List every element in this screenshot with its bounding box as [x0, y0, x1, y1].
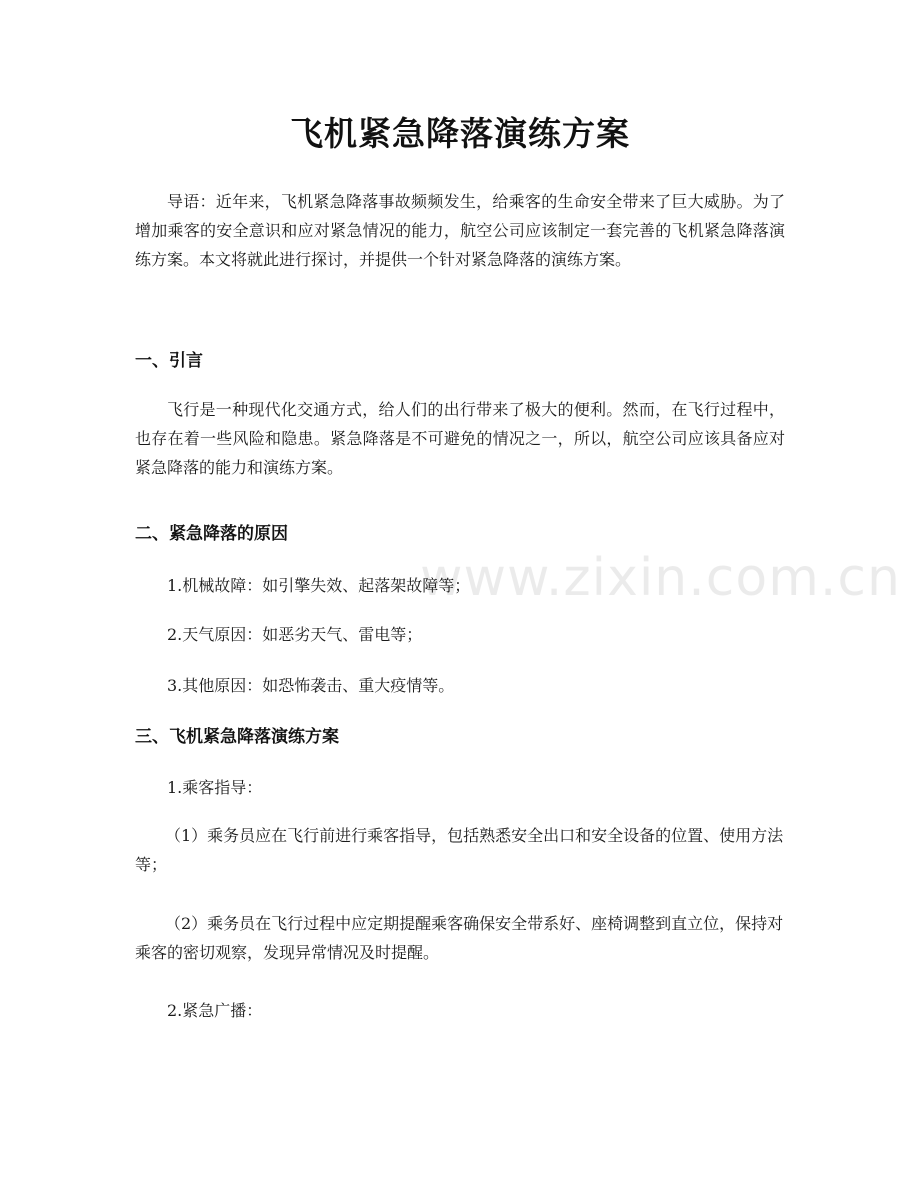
plan-subitem-1: （1）乘务员应在飞行前进行乘客指导，包括熟悉安全出口和安全设备的位置、使用方法等； — [135, 826, 784, 874]
document-title: 飞机紧急降落演练方案 — [290, 114, 630, 153]
section-heading-causes: 二、紧急降落的原因 — [135, 524, 288, 544]
plan-item-passenger-guidance: 1.乘客指导： — [167, 778, 263, 797]
watermark: www.zixin.com.cn — [420, 548, 901, 608]
cause-item-other: 3.其他原因：如恐怖袭击、重大疫情等。 — [167, 676, 455, 695]
section-introduction-body: 飞行是一种现代化交通方式，给人们的出行带来了极大的便利。然而，在飞行过程中，也存在着一些风险和隐患。紧急降落是不可避免的情况之一，所以，航空公司应该具备应对紧急降落的能力和演练方案。 — [135, 400, 785, 477]
cause-item-weather: 2.天气原因：如恶劣天气、雷电等； — [167, 625, 423, 644]
plan-item-emergency-broadcast: 2.紧急广播： — [167, 1001, 263, 1020]
intro-paragraph: 导语：近年来，飞机紧急降落事故频频发生，给乘客的生命安全带来了巨大威胁。为了增加乘客的安全意识和应对紧急情况的能力，航空公司应该制定一套完善的飞机紧急降落演练方案。本文将就此进行探讨，并提供一个针对紧急降落的演练方案。 — [135, 192, 785, 269]
section-heading-introduction: 一、引言 — [135, 351, 203, 371]
section-heading-drill-plan: 三、飞机紧急降落演练方案 — [135, 727, 339, 747]
plan-subitem-2: （2）乘务员在飞行过程中应定期提醒乘客确保安全带系好、座椅调整到直立位，保持对乘客的密切观察，发现异常情况及时提醒。 — [135, 914, 784, 962]
cause-item-mechanical: 1.机械故障：如引擎失效、起落架故障等； — [167, 576, 471, 595]
